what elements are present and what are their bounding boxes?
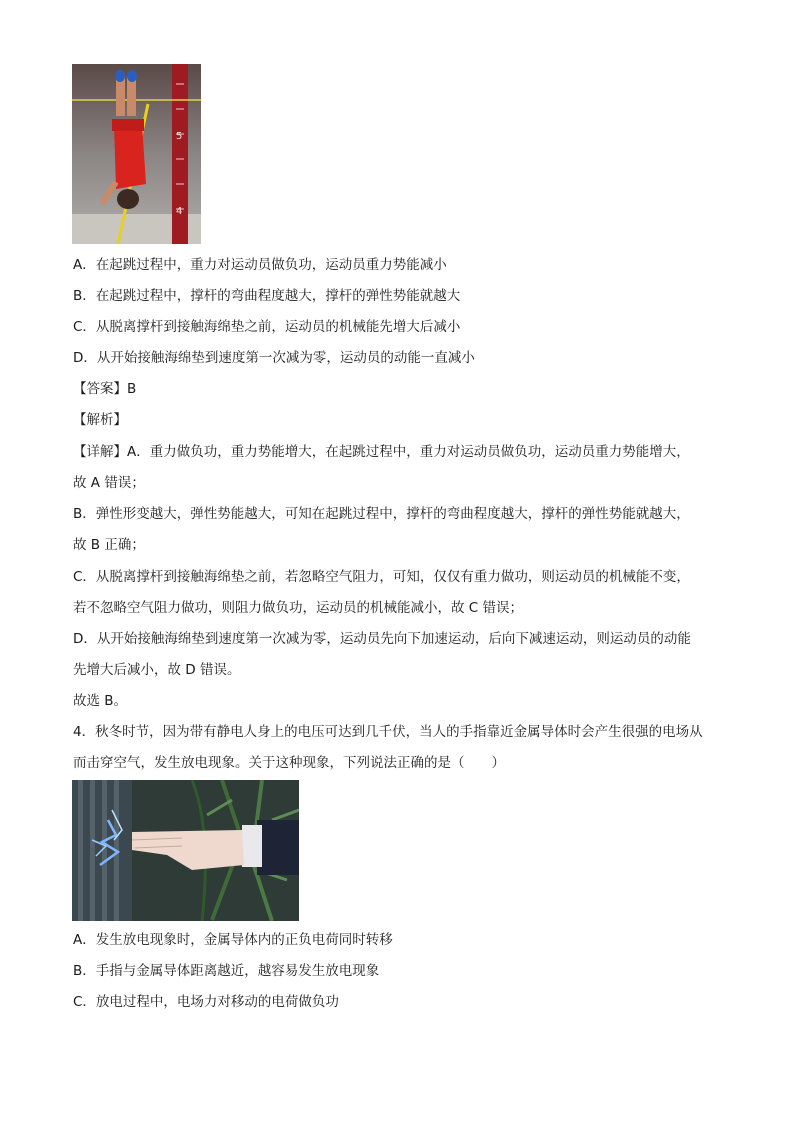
option-a: A．在起跳过程中，重力对运动员做负功，运动员重力势能减小: [73, 257, 447, 273]
analysis-line: D．从开始接触海绵垫到速度第一次减为零，运动员先向下加速运动，后向下减速运动，则运动员的动能: [73, 631, 691, 647]
analysis-title: 【解析】: [73, 412, 127, 428]
option-c: C．放电过程中，电场力对移动的电荷做负功: [73, 994, 339, 1010]
svg-text:4: 4: [176, 206, 183, 217]
question-4-stem: 4．秋冬时节，因为带有静电人身上的电压可达到几千伏，当人的手指靠近金属导体时会产生很强的电场从: [73, 724, 703, 740]
option-c: C．从脱离撑杆到接触海绵垫之前，运动员的机械能先增大后减小: [73, 319, 461, 335]
option-d: D．从开始接触海绵垫到速度第一次减为零，运动员的动能一直减小: [73, 350, 475, 366]
analysis-line: 故 B 正确；: [73, 537, 145, 553]
analysis-line: 【详解】A．重力做负功，重力势能增大，在起跳过程中，重力对运动员做负功，运动员重力势能增大，: [73, 444, 690, 460]
analysis-line: 先增大后减小，故 D 错误。: [73, 662, 241, 678]
analysis-line: 若不忽略空气阻力做功，则阻力做负功，运动员的机械能减小，故 C 错误；: [73, 600, 524, 616]
answer: 【答案】B: [73, 381, 137, 397]
analysis-line: B．弹性形变越大，弹性势能越大，可知在起跳过程中，撑杆的弯曲程度越大，撑杆的弹性势能就越大，: [73, 506, 690, 522]
analysis-line: C．从脱离撑杆到接触海绵垫之前，若忽略空气阻力，可知，仅仅有重力做功，则运动员的机械能不变，: [73, 569, 690, 585]
analysis-line: 故选 B。: [73, 693, 128, 709]
static-discharge-photo: [72, 780, 299, 921]
analysis-line: 故 A 错误；: [73, 475, 145, 491]
option-a: A．发生放电现象时，金属导体内的正负电荷同时转移: [73, 932, 393, 948]
question-4-stem: 而击穿空气，发生放电现象。关于这种现象，下列说法正确的是（ ）: [73, 755, 505, 771]
option-b: B．在起跳过程中，撑杆的弯曲程度越大，撑杆的弹性势能就越大: [73, 288, 461, 304]
svg-text:5: 5: [176, 131, 183, 142]
pole-vault-photo: [72, 64, 201, 244]
option-b: B．手指与金属导体距离越近，越容易发生放电现象: [73, 963, 380, 979]
